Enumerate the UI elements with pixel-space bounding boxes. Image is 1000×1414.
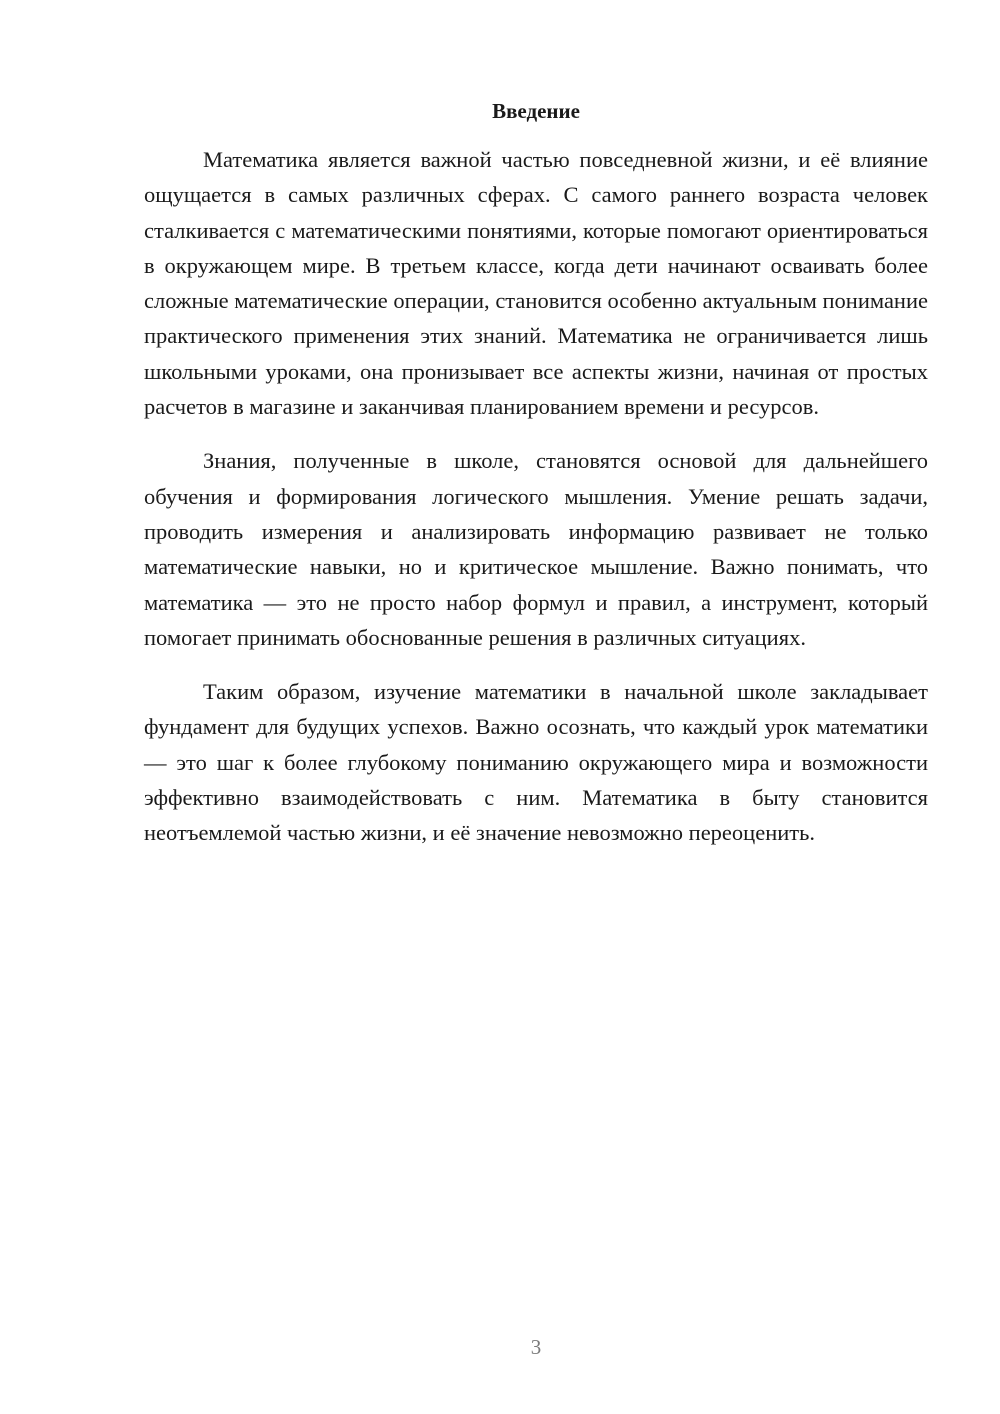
paragraph-3: Таким образом, изучение математики в начальной школе закладывает фундамент для будущих успехов. Важно осознать, что каждый урок математики — это шаг к более глубокому пониманию окружающего мира и возможности эффективно взаимодействовать с ним. Математика в быту становится неотъемлемой частью жизни, и её значение невозможно переоценить. xyxy=(144,679,928,846)
paragraph-2: Знания, полученные в школе, становятся основой для дальнейшего обучения и формирования логического мышления. Умение решать задачи, проводить измерения и анализировать информацию развивает не только математические навыки, но и критическое мышление. Важно понимать, что математика — это не просто набор формул и правил, а инструмент, который помогает принимать обоснованные решения в различных ситуациях. xyxy=(144,448,928,650)
paragraph-1: Математика является важной частью повседневной жизни, и её влияние ощущается в самых различных сферах. С самого раннего возраста человек сталкивается с математическими понятиями, которые помогают ориентироваться в окружающем мире. В третьем классе, когда дети начинают осваивать более сложные математические операции, становится особенно актуальным понимание практического применения этих знаний. Математика не ограничивается лишь школьными уроками, она пронизывает все аспекты жизни, начиная от простых расчетов в магазине и заканчивая планированием времени и ресурсов. xyxy=(144,147,928,420)
body-text xyxy=(144,142,928,870)
section-title: Введение xyxy=(492,99,580,123)
page-number: 3 xyxy=(530,1335,542,1359)
